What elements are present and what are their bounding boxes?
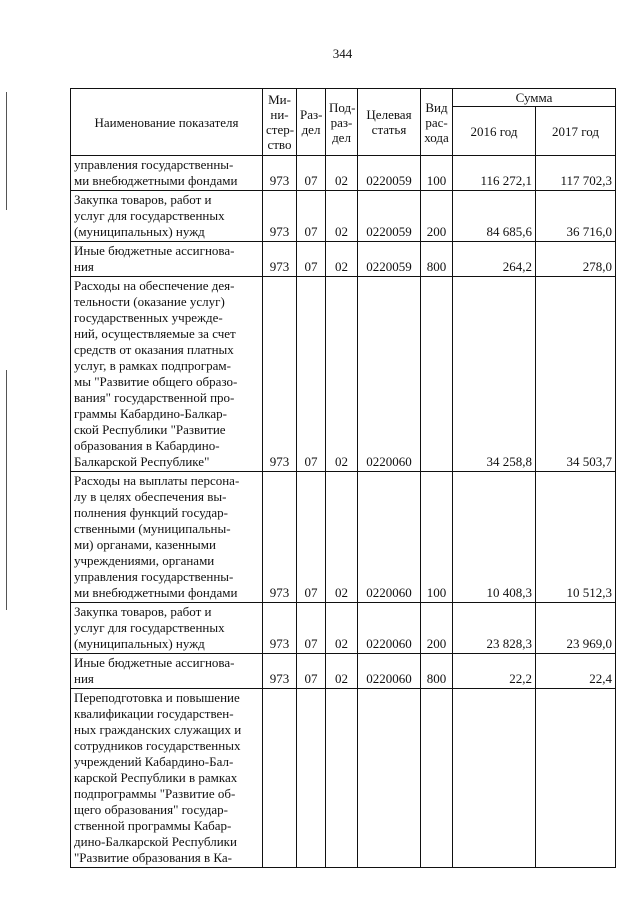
header-year-2017: 2017 год [536, 107, 616, 156]
cell-ministry: 973 [263, 156, 297, 191]
cell-name: Расходы на обеспечение дея- тельности (оказание услуг) государственных учрежде- ний, осуществляемые за счет средств от оказания платных услуг, в рамках подпрограм- мы "Развитие общего образо- вания" государственной про- граммы Кабардино-Балкар- ской Республики "Развитие образования в Кабардино- Балкарской Республике" [71, 277, 263, 472]
cell-target [358, 689, 421, 868]
cell-sum-2016: 264,2 [453, 242, 536, 277]
budget-table [70, 88, 616, 868]
cell-target: 0220060 [358, 603, 421, 654]
table-row [71, 242, 616, 277]
cell-target: 0220060 [358, 472, 421, 603]
cell-target: 0220059 [358, 156, 421, 191]
cell-type: 800 [421, 654, 453, 689]
cell-target: 0220059 [358, 191, 421, 242]
cell-section: 07 [297, 156, 326, 191]
table-header [71, 89, 616, 156]
header-ministry: Ми- ни- стер- ство [263, 89, 297, 156]
header-section: Раз- дел [297, 89, 326, 156]
cell-section: 07 [297, 472, 326, 603]
table-row [71, 472, 616, 603]
cell-sum-2016: 22,2 [453, 654, 536, 689]
cell-type: 200 [421, 191, 453, 242]
cell-section [297, 689, 326, 868]
cell-sum-2017: 10 512,3 [536, 472, 616, 603]
cell-subsection: 02 [326, 472, 358, 603]
table-row [71, 689, 616, 868]
cell-section: 07 [297, 603, 326, 654]
header-expense-type: Вид рас- хода [421, 89, 453, 156]
cell-subsection: 02 [326, 603, 358, 654]
table-row [71, 191, 616, 242]
cell-section: 07 [297, 277, 326, 472]
cell-ministry: 973 [263, 472, 297, 603]
cell-ministry: 973 [263, 242, 297, 277]
header-subsection: Под- раз- дел [326, 89, 358, 156]
cell-sum-2017: 36 716,0 [536, 191, 616, 242]
table-body [71, 156, 616, 868]
cell-ministry: 973 [263, 654, 297, 689]
cell-section: 07 [297, 242, 326, 277]
cell-sum-2016: 116 272,1 [453, 156, 536, 191]
table-row [71, 277, 616, 472]
cell-name: Расходы на выплаты персона- лу в целях обеспечения вы- полнения функций государ- ственными (муниципальны- ми) органами, казенными учреждениями, органами управления государственны- ми внебюджетными фондами [71, 472, 263, 603]
header-sum: Сумма [453, 89, 616, 107]
cell-sum-2016: 23 828,3 [453, 603, 536, 654]
cell-type: 100 [421, 156, 453, 191]
cell-name: Закупка товаров, работ и услуг для государственных (муниципальных) нужд [71, 603, 263, 654]
cell-name: Переподготовка и повышение квалификации государствен- ных гражданских служащих и сотрудников государственных учреждений Кабардино-Бал- карской Республики в рамках подпрограммы "Развитие об- щего образования" государ- ственной программы Кабар- дино-Балкарской Республики "Развитие образования в Ка- [71, 689, 263, 868]
cell-sum-2016: 34 258,8 [453, 277, 536, 472]
cell-ministry [263, 689, 297, 868]
cell-subsection: 02 [326, 654, 358, 689]
cell-sum-2016: 84 685,6 [453, 191, 536, 242]
cell-ministry: 973 [263, 603, 297, 654]
cell-section: 07 [297, 191, 326, 242]
cell-sum-2016: 10 408,3 [453, 472, 536, 603]
cell-subsection: 02 [326, 191, 358, 242]
cell-type: 800 [421, 242, 453, 277]
table-row [71, 654, 616, 689]
scan-margin-line [6, 92, 7, 210]
cell-sum-2017: 278,0 [536, 242, 616, 277]
scan-margin-line [6, 370, 7, 610]
cell-name: управления государственны- ми внебюджетными фондами [71, 156, 263, 191]
cell-ministry: 973 [263, 277, 297, 472]
cell-section: 07 [297, 654, 326, 689]
cell-target: 0220059 [358, 242, 421, 277]
cell-type: 100 [421, 472, 453, 603]
cell-sum-2017 [536, 689, 616, 868]
cell-type [421, 277, 453, 472]
cell-sum-2017: 34 503,7 [536, 277, 616, 472]
cell-subsection: 02 [326, 242, 358, 277]
cell-subsection: 02 [326, 156, 358, 191]
cell-name: Иные бюджетные ассигнова- ния [71, 654, 263, 689]
cell-sum-2016 [453, 689, 536, 868]
cell-sum-2017: 22,4 [536, 654, 616, 689]
cell-type [421, 689, 453, 868]
table-row [71, 156, 616, 191]
cell-sum-2017: 117 702,3 [536, 156, 616, 191]
cell-name: Иные бюджетные ассигнова- ния [71, 242, 263, 277]
header-name: Наименование показателя [71, 89, 263, 156]
cell-target: 0220060 [358, 654, 421, 689]
cell-subsection: 02 [326, 277, 358, 472]
cell-ministry: 973 [263, 191, 297, 242]
header-row [71, 89, 616, 107]
cell-name: Закупка товаров, работ и услуг для государственных (муниципальных) нужд [71, 191, 263, 242]
cell-subsection [326, 689, 358, 868]
cell-sum-2017: 23 969,0 [536, 603, 616, 654]
cell-target: 0220060 [358, 277, 421, 472]
page-number: 344 [332, 46, 353, 61]
header-target-article: Целевая статья [358, 89, 421, 156]
table-row [71, 603, 616, 654]
cell-type: 200 [421, 603, 453, 654]
header-year-2016: 2016 год [453, 107, 536, 156]
